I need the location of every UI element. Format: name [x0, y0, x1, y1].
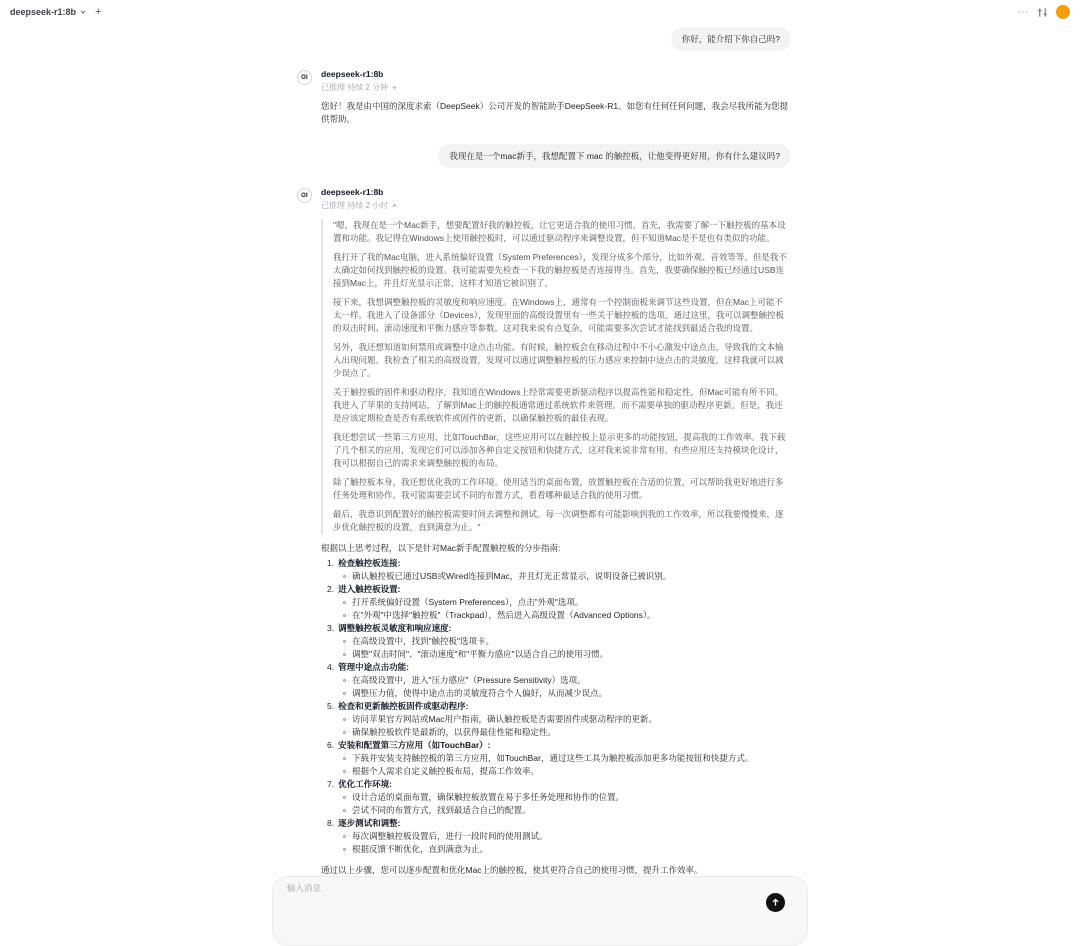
step-bullet: 调整压力值，使得中途点击的灵敏度符合个人偏好，从而减少误点。	[321, 687, 791, 700]
step-bullet: 在"外观"中选择"触控板"（Trackpad），然后进入高级设置（Advanced Options）。	[321, 609, 791, 622]
model-selector[interactable]	[10, 7, 87, 17]
chat-thread	[297, 0, 791, 906]
reasoning-duration: 已推理 持续 2 分钟	[321, 83, 389, 92]
answer-closing: 通过以上步骤，您可以逐步配置和优化Mac上的触控板，使其更符合自己的使用习惯，提升工作效率。	[321, 865, 703, 875]
step-bullet: 根据个人需求自定义触控板布局，提高工作效率。	[321, 765, 791, 778]
model-avatar: OI	[297, 70, 312, 85]
step-bullet: 在高级设置中，进入"压力感应"（Pressure Sensitivity）选项。	[321, 674, 791, 687]
step-bullet: 根据反馈不断优化，直到满意为止。	[321, 843, 791, 856]
chevron-up-icon	[391, 202, 398, 209]
step-bullet: 调整"双击时间"、"滚动速度"和"平衡力感应"以适合自己的使用习惯。	[321, 648, 791, 661]
top-bar	[0, 0, 1080, 24]
message-input[interactable]	[287, 883, 727, 893]
user-message	[297, 27, 791, 51]
model-name-label: deepseek-r1:8b	[321, 187, 384, 197]
reasoning-paragraph: 关于触控板的固件和驱动程序，我知道在Windows上经常需要更新驱动程序以提高性能和稳定性，但Mac可能有所不同。我进入了苹果的支持网站，了解到Mac上的触控板通常通过系统软件来管理，而不需要单独的驱动程序更新。但是，我还是应该定期检查是否有系统软件或固件的更新，以确保触控板的最佳表现。	[333, 387, 784, 423]
step-title: 4. 管理中途点击功能:	[327, 662, 409, 672]
step-bullet: 下载并安装支持触控板的第三方应用，如TouchBar，通过这些工具为触控板添加更多功能按钮和快捷方式。	[321, 752, 791, 765]
user-message-bubble[interactable]: 你好，能介绍下你自己吗?	[671, 27, 791, 51]
reasoning-paragraph: 除了触控板本身，我还想优化我的工作环境。使用适当的桌面布置，放置触控板在合适的位置，可以帮助我更好地进行多任务处理和协作。我可能需要尝试不同的布置方式，看看哪种最适合我的使用习惯。	[333, 477, 784, 500]
step-bullet: 打开系统偏好设置（System Preferences），点击"外观"选项。	[321, 596, 791, 609]
bullet-icon	[343, 835, 346, 838]
user-avatar[interactable]	[1056, 5, 1070, 19]
step-bullet: 确保触控板软件是最新的，以获得最佳性能和稳定性。	[321, 726, 791, 739]
reasoning-content	[321, 219, 791, 534]
bullet-icon	[343, 679, 346, 682]
answer-intro: 根据以上思考过程，以下是针对Mac新手配置触控板的分步指南:	[321, 543, 561, 553]
bullet-icon	[343, 692, 346, 695]
bullet-icon	[343, 640, 346, 643]
user-message	[297, 144, 791, 168]
step-bullet: 在高级设置中，找到"触控板"选项卡。	[321, 635, 791, 648]
step-bullet: 访问苹果官方网站或Mac用户指南，确认触控板是否需要固件或驱动程序的更新。	[321, 713, 791, 726]
bullet-icon	[343, 770, 346, 773]
assistant-message	[297, 187, 791, 906]
model-avatar: OI	[297, 188, 312, 203]
bullet-icon	[343, 796, 346, 799]
chevron-down-icon	[79, 8, 87, 16]
bullet-icon	[343, 757, 346, 760]
bullet-icon	[343, 731, 346, 734]
step-title: 7. 优化工作环境:	[327, 779, 392, 789]
step-title: 1. 检查触控板连接:	[327, 558, 401, 568]
user-message-bubble[interactable]: 我现在是一个mac新手，我想配置下 mac 的触控板，让他变得更好用，你有什么建议吗?	[438, 144, 791, 168]
reasoning-paragraph: 我还想尝试一些第三方应用，比如TouchBar，这些应用可以在触控板上显示更多的功能按钮，提高我的工作效率。我下载了几个相关的应用，发现它们可以添加各种自定义按钮和快捷方式，这对我来说非常有用。有些应用还支持模块化设计，我可以根据自己的需求来调整触控板的布局。	[333, 432, 786, 468]
reasoning-paragraph: 最后，我意识到配置好的触控板需要时间去调整和测试。每一次调整都有可能影响到我的工作效率，所以我要慢慢来，逐步优化触控板的设置，直到满意为止。"	[333, 509, 784, 532]
chevron-down-icon	[391, 84, 398, 91]
reasoning-paragraph: 接下来，我想调整触控板的灵敏度和响应速度。在Windows上，通常有一个控制面板来调节这些设置，但在Mac上可能不太一样。我进入了设备部分（Devices），发现里面的高级设置里有一些关于触控板的选项。通过这里，我可以调整触控板的双击时间、滚动速度和平衡力感应等参数。这对我来说有点复杂，可能需要多次尝试才能找到最适合我的设置。	[333, 297, 784, 333]
step-bullet: 尝试不同的布置方式，找到最适合自己的配置。	[321, 804, 791, 817]
model-name: deepseek-r1:8b	[10, 7, 77, 17]
reasoning-duration: 已推理 持续 2 小时	[321, 201, 389, 210]
more-menu-button[interactable]: ⋯	[1018, 6, 1029, 18]
bullet-icon	[343, 848, 346, 851]
send-button[interactable]	[766, 893, 785, 912]
bullet-icon	[343, 809, 346, 812]
bullet-icon	[343, 718, 346, 721]
assistant-response-text: 您好！我是由中国的深度求索（DeepSeek）公司开发的智能助手DeepSeek-R1。如您有任何任何问题，我会尽我所能为您提供帮助。	[321, 101, 789, 124]
step-bullet: 设计合适的桌面布置，确保触控板放置在易于多任务处理和协作的位置。	[321, 791, 791, 804]
bullet-icon	[343, 575, 346, 578]
reasoning-paragraph: 我打开了我的Mac电脑，进入系统偏好设置（System Preferences），发现分成多个部分，比如外观、音效等等。但是我不太确定如何找到触控板的设置。我可能需要先检查一下我的触控板是否连接得当。首先，我要确保触控板已经通过USB连接到Mac上，并且灯光显示正常，这样才知道它被识别了。	[333, 252, 787, 288]
step-title: 8. 逐步测试和调整:	[327, 818, 401, 828]
step-title: 3. 调整触控板灵敏度和响应速度:	[327, 623, 452, 633]
step-title: 6. 安装和配置第三方应用（如TouchBar）:	[327, 740, 491, 750]
message-input-bar	[272, 876, 808, 946]
new-chat-button[interactable]: +	[95, 5, 102, 18]
arrow-up-icon	[771, 898, 780, 907]
bullet-icon	[343, 601, 346, 604]
bullet-icon	[343, 653, 346, 656]
controls-sliders-icon[interactable]	[1037, 7, 1048, 18]
step-title: 5. 检查和更新触控板固件或驱动程序:	[327, 701, 469, 711]
reasoning-paragraph: 另外，我还想知道如何禁用或调整中途点击功能。有时候，触控板会在移动过程中不小心激发中途点击，导致我的文本输入出现问题。我检查了相关的高级设置，发现可以通过调整触控板的压力感应来控制中途点击的灵敏度，这样我就可以减少误点了。	[333, 342, 784, 378]
steps-list	[321, 557, 791, 856]
reasoning-paragraph: "嗯，我现在是一个Mac新手，想要配置好我的触控板，让它更适合我的使用习惯。首先，我需要了解一下触控板的基本设置和功能。我记得在Windows上使用触控板时，可以通过驱动程序来调整设置，但不知道Mac是不是也有类似的功能。	[333, 220, 786, 243]
step-bullet: 每次调整触控板设置后，进行一段时间的使用测试。	[321, 830, 791, 843]
assistant-message	[297, 69, 791, 126]
bullet-icon	[343, 614, 346, 617]
model-name-label: deepseek-r1:8b	[321, 69, 384, 79]
step-title: 2. 进入触控板设置:	[327, 584, 401, 594]
reasoning-toggle[interactable]	[321, 82, 398, 93]
reasoning-toggle[interactable]	[321, 200, 398, 211]
step-bullet: 确认触控板已通过USB或Wired连接到Mac，并且灯光正常显示，说明设备已被识别。	[321, 570, 791, 583]
